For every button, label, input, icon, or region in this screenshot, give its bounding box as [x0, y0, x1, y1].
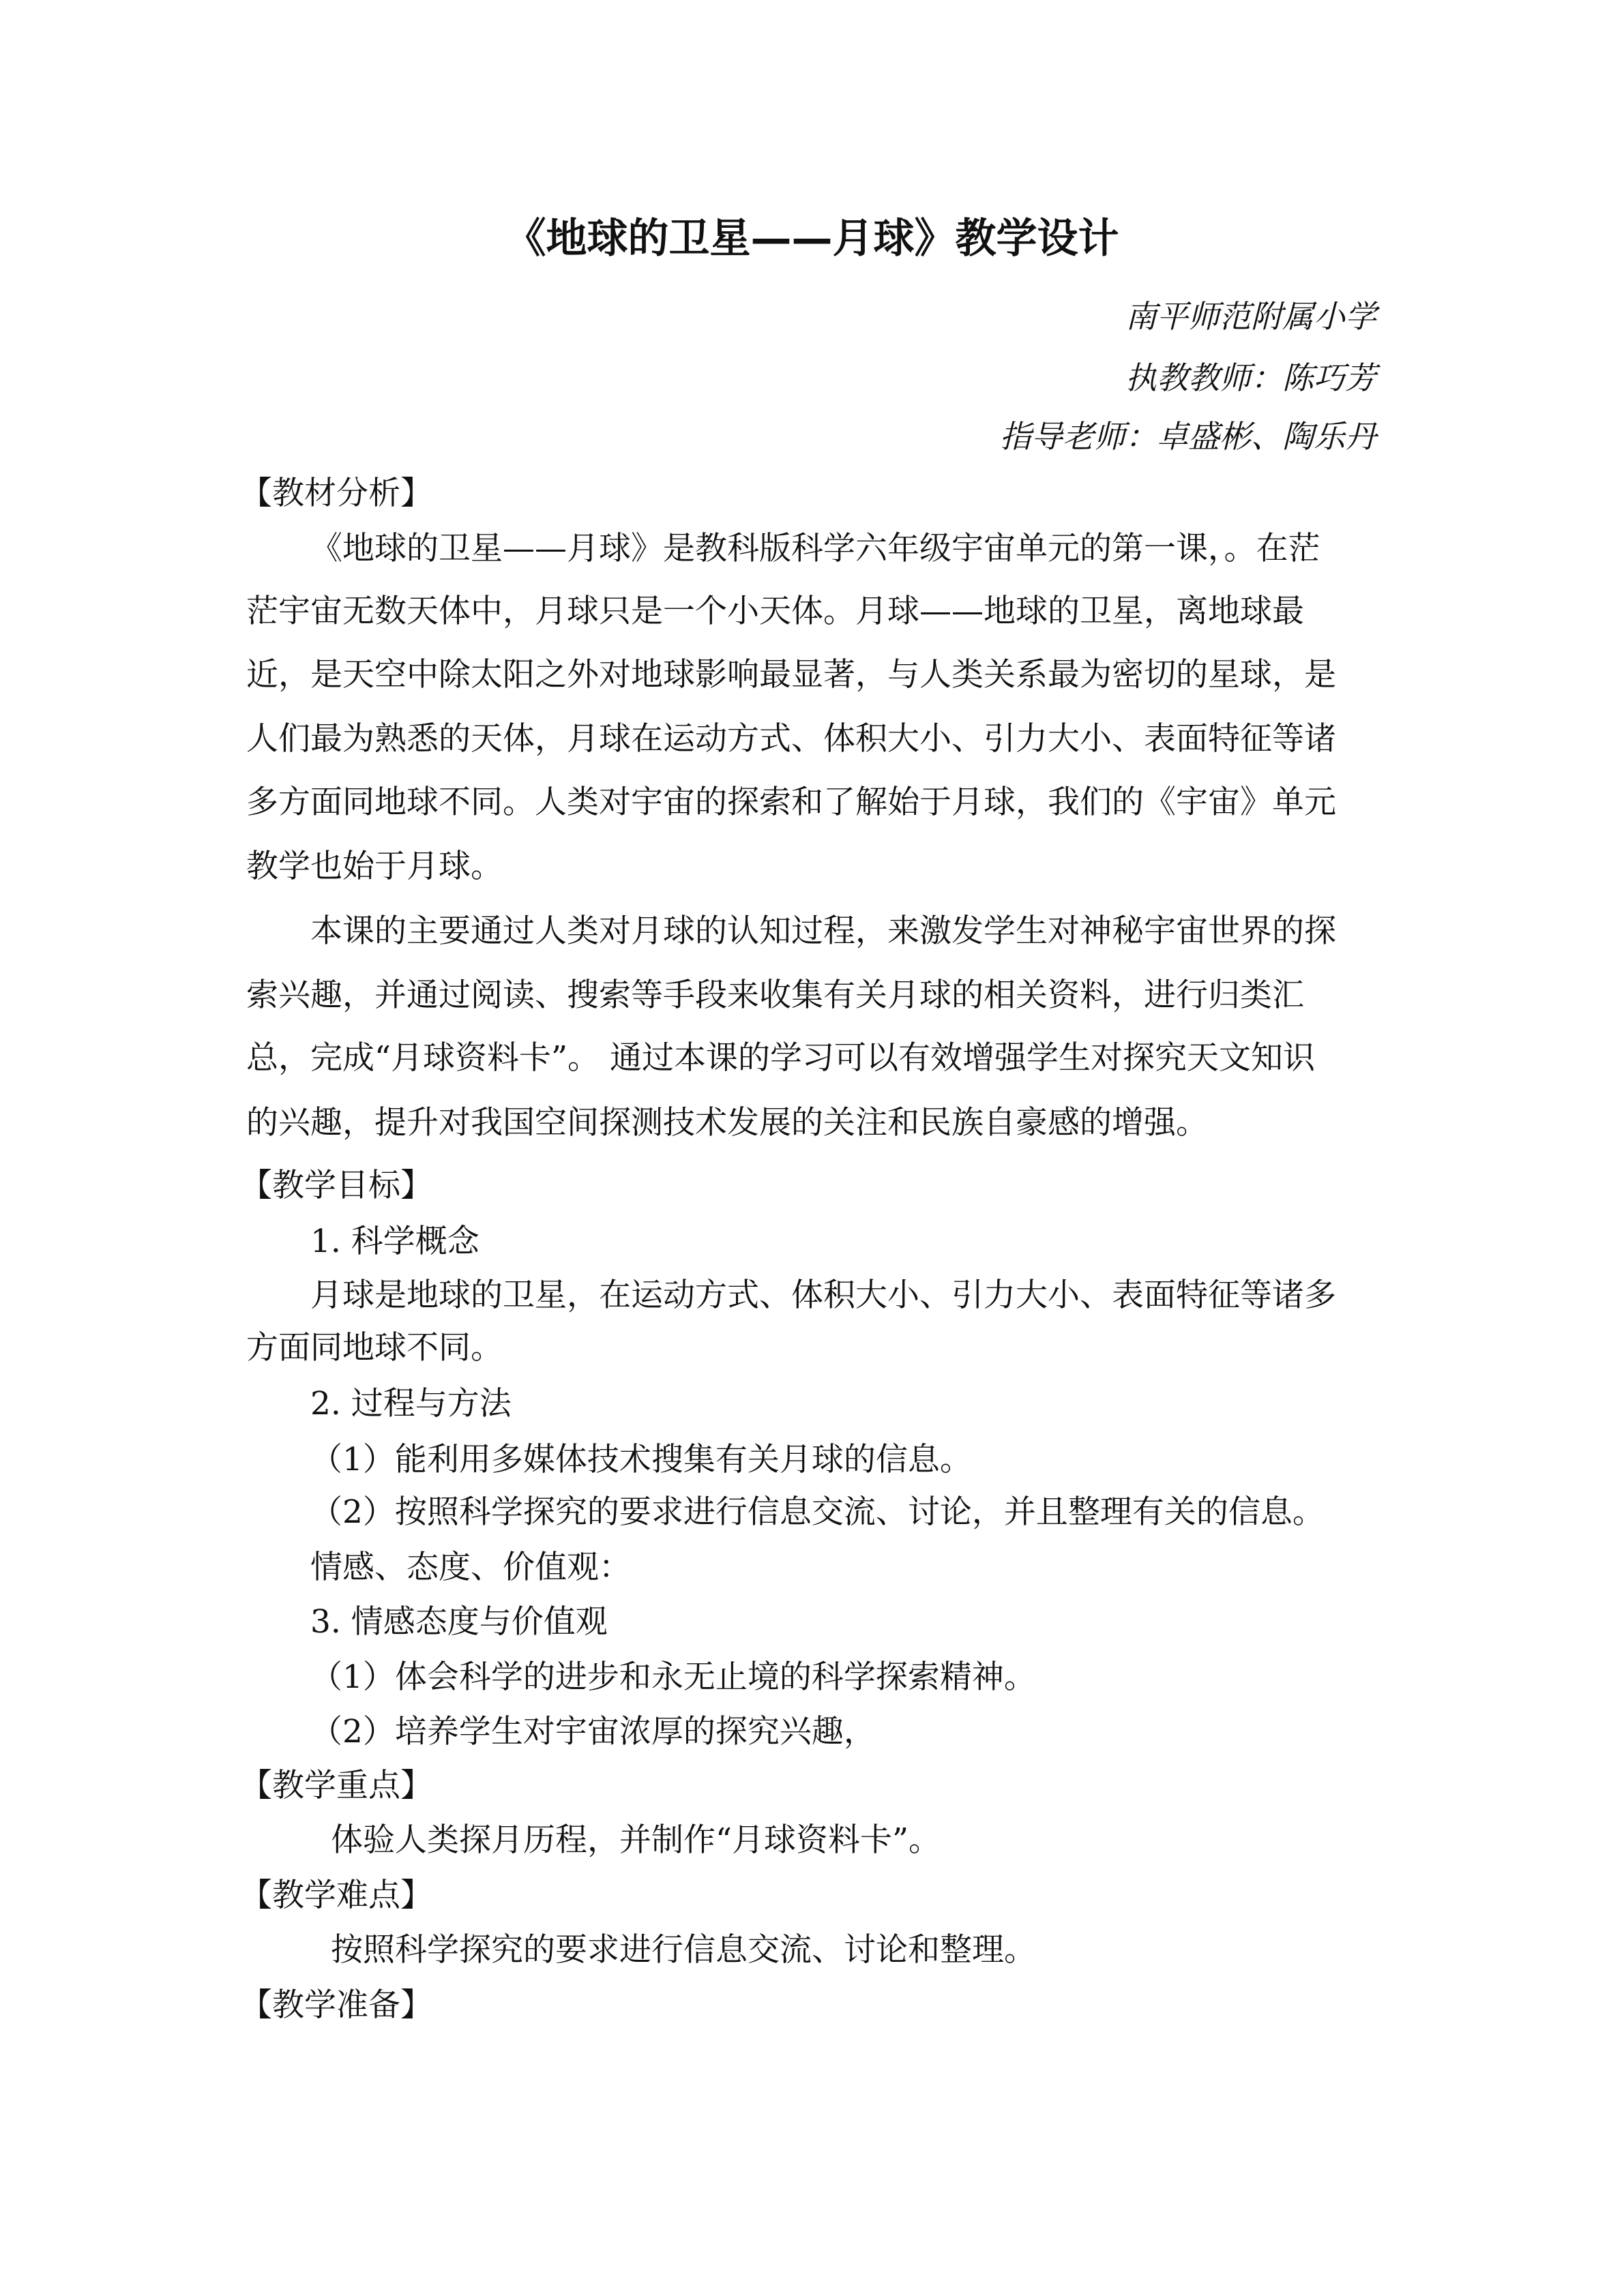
section-heading-preparation: 【教学准备】 — [240, 1986, 432, 2024]
key-points-text: 体验人类探月历程，并制作“月球资料卡”。 — [331, 1821, 941, 1859]
advisors-line: 指导老师：卓盛彬、陶乐丹 — [1000, 418, 1376, 455]
section-heading-difficulties: 【教学难点】 — [240, 1877, 432, 1914]
paragraph-line: 总，完成“月球资料卡”。 通过本课的学习可以有效增强学生对探究天文知识 — [246, 1039, 1315, 1077]
section-heading-objectives: 【教学目标】 — [240, 1167, 432, 1204]
paragraph-line: 的兴趣，提升对我国空间探测技术发展的关注和民族自豪感的增强。 — [246, 1104, 1208, 1142]
list-item: （2）培养学生对宇宙浓厚的探究兴趣， — [310, 1713, 876, 1750]
list-item: （2）按照科学探究的要求进行信息交流、讨论，并且整理有关的信息。 — [310, 1493, 1325, 1531]
attitude-label: 情感、态度、价值观： — [310, 1549, 631, 1586]
section-heading-key-points: 【教学重点】 — [240, 1767, 432, 1804]
objective-subtitle-process: 2. 过程与方法 — [310, 1385, 512, 1422]
objective-subtitle-attitude: 3. 情感态度与价值观 — [310, 1603, 608, 1641]
paragraph-line: 方面同地球不同。 — [246, 1329, 503, 1367]
list-item: （1）体会科学的进步和永无止境的科学探索精神。 — [310, 1658, 1036, 1696]
school-name: 南平师范附属小学 — [1125, 298, 1376, 335]
document-title: 《地球的卫星——月球》教学设计 — [505, 215, 1119, 263]
paragraph-line: 教学也始于月球。 — [246, 848, 503, 885]
paragraph-line: 索兴趣，并通过阅读、搜索等手段来收集有关月球的相关资料，进行归类汇 — [246, 976, 1304, 1014]
paragraph-line: 本课的主要通过人类对月球的认知过程，来激发学生对神秘宇宙世界的探 — [310, 912, 1336, 950]
objective-subtitle-concept: 1. 科学概念 — [310, 1223, 479, 1260]
list-item: （1）能利用多媒体技术搜集有关月球的信息。 — [310, 1441, 972, 1478]
paragraph-line: 近，是天空中除太阳之外对地球影响最显著，与人类关系最为密切的星球，是 — [246, 656, 1336, 694]
difficulties-text: 按照科学探究的要求进行信息交流、讨论和整理。 — [331, 1931, 1036, 1969]
teacher-line: 执教教师：陈巧芳 — [1125, 359, 1376, 396]
section-heading-material-analysis: 【教材分析】 — [240, 475, 432, 512]
paragraph-line: 多方面同地球不同。人类对宇宙的探索和了解始于月球，我们的《宇宙》单元 — [246, 784, 1336, 821]
paragraph-line: 茫宇宙无数天体中，月球只是一个小天体。月球——地球的卫星，离地球最 — [246, 593, 1304, 630]
paragraph-line: 《地球的卫星——月球》是教科版科学六年级宇宙单元的第一课，。在茫 — [310, 530, 1320, 567]
paragraph-line: 人们最为熟悉的天体，月球在运动方式、体积大小、引力大小、表面特征等诸 — [246, 720, 1336, 758]
paragraph-line: 月球是地球的卫星，在运动方式、体积大小、引力大小、表面特征等诸多 — [310, 1277, 1336, 1314]
